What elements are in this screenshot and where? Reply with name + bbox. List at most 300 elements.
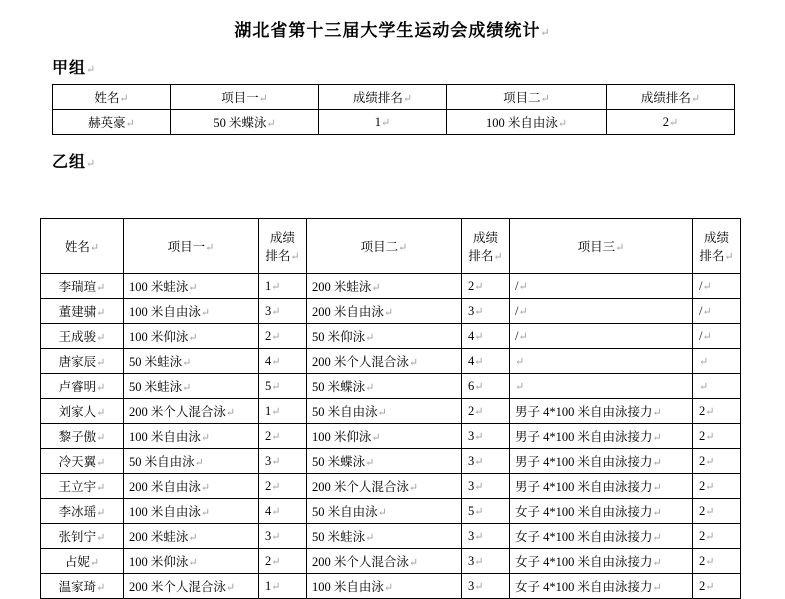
cell-event-1 xyxy=(124,424,259,449)
cell-text: 成绩排名 xyxy=(640,91,691,105)
paragraph-mark-icon: ↵ xyxy=(518,305,528,318)
paragraph-mark-icon: ↵ xyxy=(377,507,387,519)
cell-event-2 xyxy=(307,499,462,524)
cell-rank-3 xyxy=(693,449,741,474)
table-row xyxy=(41,299,741,324)
cell-text: 3 xyxy=(468,528,475,543)
cell-event-2 xyxy=(307,324,462,349)
cell-text: / xyxy=(515,303,519,318)
cell-rank-1 xyxy=(259,374,307,399)
cell-event-1 xyxy=(124,324,259,349)
cell-text: 50 米蛙泳 xyxy=(129,355,183,369)
paragraph-mark-icon: ↵ xyxy=(408,357,419,369)
cell-rank-2 xyxy=(462,399,510,424)
paragraph-mark-icon: ↵ xyxy=(271,430,281,443)
cell-rank-1 xyxy=(259,349,307,374)
column-header-name xyxy=(41,219,124,274)
cell-event-3 xyxy=(510,474,693,499)
column-header-name xyxy=(53,85,171,110)
cell-text: 4 xyxy=(468,328,475,343)
paragraph-mark-icon: ↵ xyxy=(474,580,484,593)
cell-text: 项目二 xyxy=(503,91,541,105)
cell-text: 3 xyxy=(265,453,272,468)
paragraph-mark-icon: ↵ xyxy=(557,118,568,130)
cell-name xyxy=(41,399,124,424)
paragraph-mark-icon: ↵ xyxy=(225,407,236,419)
cell-text: 2 xyxy=(699,403,706,418)
page-title-text: 湖北省第十三届大学生运动会成绩统计 xyxy=(234,21,541,40)
cell-text: / xyxy=(515,278,519,293)
cell-event-3 xyxy=(510,349,693,374)
cell-text: 100 米自由泳 xyxy=(485,116,558,130)
cell-text: 3 xyxy=(468,553,475,568)
cell-rank-3 xyxy=(693,374,741,399)
cell-rank-2 xyxy=(462,524,510,549)
paragraph-mark-icon: ↵ xyxy=(705,405,715,418)
cell-name xyxy=(41,299,124,324)
cell-event-1 xyxy=(124,449,259,474)
cell-text: 李瑞瑄 xyxy=(58,280,97,294)
cell-event-2 xyxy=(307,374,462,399)
cell-text: 3 xyxy=(468,303,475,318)
paragraph-mark-icon: ↵ xyxy=(474,380,484,393)
paragraph-mark-icon: ↵ xyxy=(266,118,276,130)
cell-text: 温家琦 xyxy=(58,580,97,594)
paragraph-mark-icon: ↵ xyxy=(474,505,484,518)
cell-text: 200 米蛙泳 xyxy=(129,530,189,544)
paragraph-mark-icon: ↵ xyxy=(194,457,204,469)
paragraph-mark-icon: ↵ xyxy=(474,430,484,443)
paragraph-mark-icon: ↵ xyxy=(96,332,106,344)
cell-event-2 xyxy=(307,399,462,424)
paragraph-mark-icon: ↵ xyxy=(271,455,281,468)
cell-rank-3 xyxy=(693,349,741,374)
cell-text: 4 xyxy=(468,353,475,368)
cell-text: 3 xyxy=(468,453,475,468)
section-label-group-a xyxy=(52,55,785,78)
column-header-event-2 xyxy=(447,85,607,110)
cell-text: 50 米蝶泳 xyxy=(312,380,366,394)
cell-rank-1 xyxy=(259,499,307,524)
cell-text: 女子 4*100 米自由泳接力 xyxy=(515,505,653,519)
cell-text: 50 米仰泳 xyxy=(312,330,366,344)
cell-text: 100 米仰泳 xyxy=(129,330,189,344)
cell-event-2 xyxy=(307,349,462,374)
cell-event-2 xyxy=(307,424,462,449)
paragraph-mark-icon: ↵ xyxy=(225,582,236,594)
cell-rank-1 xyxy=(259,399,307,424)
cell-event-2 xyxy=(447,110,607,135)
paragraph-mark-icon: ↵ xyxy=(365,457,375,469)
paragraph-mark-icon: ↵ xyxy=(182,357,192,369)
table-row xyxy=(41,499,741,524)
paragraph-mark-icon: ↵ xyxy=(96,307,106,319)
paragraph-mark-icon: ↵ xyxy=(188,282,198,294)
paragraph-mark-icon: ↵ xyxy=(96,357,106,369)
cell-text: 2 xyxy=(699,503,706,518)
cell-text: 200 米蛙泳 xyxy=(312,280,372,294)
column-header-rank-2 xyxy=(462,219,510,274)
cell-text: 1 xyxy=(265,578,272,593)
cell-text: 200 米个人混合泳 xyxy=(312,555,409,569)
cell-rank-2 xyxy=(462,424,510,449)
cell-name xyxy=(41,499,124,524)
cell-event-1 xyxy=(124,499,259,524)
paragraph-mark-icon: ↵ xyxy=(119,93,129,105)
cell-text: 王成骏 xyxy=(58,330,97,344)
cell-text: 100 米自由泳 xyxy=(312,580,384,594)
cell-text: 张钊宁 xyxy=(58,530,97,544)
cell-name xyxy=(41,474,124,499)
cell-text: 1 xyxy=(374,114,382,129)
paragraph-mark-icon: ↵ xyxy=(724,251,734,263)
cell-event-2 xyxy=(307,274,462,299)
paragraph-mark-icon: ↵ xyxy=(474,355,484,368)
cell-event-1 xyxy=(124,274,259,299)
cell-event-3 xyxy=(510,424,693,449)
paragraph-mark-icon: ↵ xyxy=(615,242,625,254)
cell-rank-2 xyxy=(462,449,510,474)
paragraph-mark-icon: ↵ xyxy=(705,480,715,493)
paragraph-mark-icon: ↵ xyxy=(652,457,662,469)
cell-event-2 xyxy=(307,299,462,324)
cell-text: 4 xyxy=(265,503,272,518)
cell-text: 100 米仰泳 xyxy=(312,430,372,444)
paragraph-mark-icon: ↵ xyxy=(271,530,281,543)
cell-event-1 xyxy=(124,399,259,424)
paragraph-mark-icon: ↵ xyxy=(515,380,525,393)
cell-rank-1 xyxy=(259,324,307,349)
cell-rank-2 xyxy=(462,374,510,399)
section-label-group-b xyxy=(52,149,785,172)
paragraph-mark-icon: ↵ xyxy=(365,532,375,544)
cell-rank-1 xyxy=(319,110,447,135)
cell-name xyxy=(41,549,124,574)
cell-text: / xyxy=(699,303,703,318)
cell-text: / xyxy=(699,278,703,293)
paragraph-mark-icon: ↵ xyxy=(690,93,701,105)
cell-rank-3 xyxy=(693,574,741,599)
paragraph-mark-icon: ↵ xyxy=(205,242,215,254)
column-header-rank-2 xyxy=(607,85,735,110)
cell-text: 2 xyxy=(265,553,272,568)
paragraph-mark-icon: ↵ xyxy=(493,251,503,263)
cell-text: 成绩排名 xyxy=(265,231,295,263)
cell-text: 200 米自由泳 xyxy=(129,480,201,494)
cell-name xyxy=(41,274,124,299)
paragraph-mark-icon: ↵ xyxy=(540,93,550,105)
paragraph-mark-icon: ↵ xyxy=(188,332,198,344)
cell-text: 冷天翼 xyxy=(58,455,97,469)
group-b-table xyxy=(40,218,741,599)
paragraph-mark-icon: ↵ xyxy=(702,330,712,343)
cell-rank-1 xyxy=(259,574,307,599)
cell-text: 50 米蛙泳 xyxy=(312,530,366,544)
cell-text: 6 xyxy=(468,378,475,393)
group-a-table xyxy=(52,84,735,135)
paragraph-mark-icon: ↵ xyxy=(381,116,391,129)
cell-event-3 xyxy=(510,374,693,399)
paragraph-mark-icon: ↵ xyxy=(200,432,211,444)
cell-event-3 xyxy=(510,274,693,299)
cell-text: / xyxy=(699,328,703,343)
cell-rank-2 xyxy=(462,474,510,499)
paragraph-mark-icon: ↵ xyxy=(515,355,525,368)
paragraph-mark-icon: ↵ xyxy=(705,505,715,518)
paragraph-mark-icon: ↵ xyxy=(705,555,715,568)
cell-text: 女子 4*100 米自由泳接力 xyxy=(515,580,653,594)
cell-rank-3 xyxy=(693,274,741,299)
table-row xyxy=(41,449,741,474)
cell-rank-1 xyxy=(259,449,307,474)
cell-text: 赫英豪 xyxy=(88,116,126,130)
paragraph-mark-icon: ↵ xyxy=(518,280,528,293)
paragraph-mark-icon: ↵ xyxy=(258,93,268,105)
paragraph-mark-icon: ↵ xyxy=(408,482,419,494)
cell-name xyxy=(41,324,124,349)
cell-event-1 xyxy=(124,574,259,599)
cell-text: 1 xyxy=(265,403,272,418)
section-label-group-a-text: 甲组 xyxy=(52,60,87,77)
paragraph-mark-icon: ↵ xyxy=(474,305,484,318)
column-header-rank-3 xyxy=(693,219,741,274)
cell-text: 姓名 xyxy=(64,240,90,254)
paragraph-mark-icon: ↵ xyxy=(474,530,484,543)
paragraph-mark-icon: ↵ xyxy=(652,482,662,494)
cell-text: 2 xyxy=(699,578,706,593)
cell-text: 200 米个人混合泳 xyxy=(129,580,226,594)
cell-event-1 xyxy=(124,374,259,399)
paragraph-mark-icon: ↵ xyxy=(200,482,211,494)
paragraph-mark-icon: ↵ xyxy=(96,482,106,494)
cell-event-3 xyxy=(510,299,693,324)
cell-rank-2 xyxy=(462,299,510,324)
cell-text: 5 xyxy=(265,378,272,393)
cell-rank-3 xyxy=(693,299,741,324)
cell-text: 男子 4*100 米自由泳接力 xyxy=(515,480,653,494)
paragraph-mark-icon: ↵ xyxy=(271,280,281,293)
cell-event-3 xyxy=(510,574,693,599)
cell-text: 王立宇 xyxy=(58,480,97,494)
cell-text: 200 米自由泳 xyxy=(312,305,384,319)
paragraph-mark-icon: ↵ xyxy=(86,158,97,170)
paragraph-mark-icon: ↵ xyxy=(89,242,100,254)
paragraph-mark-icon: ↵ xyxy=(271,330,281,343)
cell-rank-1 xyxy=(259,524,307,549)
paragraph-mark-icon: ↵ xyxy=(96,457,106,469)
cell-text: 刘家人 xyxy=(58,405,97,419)
paragraph-mark-icon: ↵ xyxy=(474,555,484,568)
paragraph-mark-icon: ↵ xyxy=(702,305,712,318)
cell-rank-2 xyxy=(462,574,510,599)
paragraph-mark-icon: ↵ xyxy=(96,282,106,294)
paragraph-mark-icon: ↵ xyxy=(200,307,211,319)
cell-event-1 xyxy=(124,349,259,374)
table-row xyxy=(41,474,741,499)
cell-text: 成绩排名 xyxy=(699,231,729,263)
paragraph-mark-icon: ↵ xyxy=(271,505,281,518)
paragraph-mark-icon: ↵ xyxy=(699,355,709,368)
paragraph-mark-icon: ↵ xyxy=(200,507,211,519)
cell-event-3 xyxy=(510,549,693,574)
cell-text: 50 米自由泳 xyxy=(312,505,378,519)
cell-rank-1 xyxy=(259,299,307,324)
paragraph-mark-icon: ↵ xyxy=(702,280,712,293)
paragraph-mark-icon: ↵ xyxy=(474,455,484,468)
cell-name xyxy=(41,449,124,474)
cell-text: 2 xyxy=(265,478,272,493)
paragraph-mark-icon: ↵ xyxy=(96,532,106,544)
cell-name xyxy=(41,424,124,449)
paragraph-mark-icon: ↵ xyxy=(271,405,281,418)
column-header-event-2 xyxy=(307,219,462,274)
cell-text: 200 米个人混合泳 xyxy=(312,480,409,494)
paragraph-mark-icon: ↵ xyxy=(383,582,394,594)
cell-text: 黎子傲 xyxy=(58,430,97,444)
cell-name xyxy=(41,349,124,374)
column-header-rank-1 xyxy=(259,219,307,274)
paragraph-mark-icon: ↵ xyxy=(365,382,375,394)
cell-rank-3 xyxy=(693,524,741,549)
cell-text: 4 xyxy=(265,353,272,368)
cell-event-3 xyxy=(510,399,693,424)
paragraph-mark-icon: ↵ xyxy=(383,307,394,319)
paragraph-mark-icon: ↵ xyxy=(408,557,419,569)
paragraph-mark-icon: ↵ xyxy=(652,507,662,519)
cell-text: 2 xyxy=(699,478,706,493)
cell-text: 100 米自由泳 xyxy=(129,305,201,319)
cell-text: 男子 4*100 米自由泳接力 xyxy=(515,455,653,469)
cell-text: 女子 4*100 米自由泳接力 xyxy=(515,530,653,544)
cell-rank-2 xyxy=(462,349,510,374)
paragraph-mark-icon: ↵ xyxy=(705,430,715,443)
paragraph-mark-icon: ↵ xyxy=(474,405,484,418)
paragraph-mark-icon: ↵ xyxy=(96,432,106,444)
paragraph-mark-icon: ↵ xyxy=(652,432,662,444)
column-header-event-1 xyxy=(171,85,319,110)
cell-event-1 xyxy=(124,549,259,574)
paragraph-mark-icon: ↵ xyxy=(398,242,408,254)
cell-rank-1 xyxy=(259,424,307,449)
cell-name xyxy=(41,574,124,599)
paragraph-mark-icon: ↵ xyxy=(290,251,300,263)
cell-event-2 xyxy=(307,449,462,474)
document-page xyxy=(0,10,785,594)
cell-event-3 xyxy=(510,324,693,349)
cell-text: 50 米蝶泳 xyxy=(213,116,267,130)
paragraph-mark-icon: ↵ xyxy=(271,305,281,318)
cell-event-1 xyxy=(171,110,319,135)
cell-event-3 xyxy=(510,524,693,549)
cell-text: 3 xyxy=(265,303,272,318)
paragraph-mark-icon: ↵ xyxy=(365,332,375,344)
cell-rank-1 xyxy=(259,474,307,499)
column-header-event-1 xyxy=(124,219,259,274)
cell-text: 50 米自由泳 xyxy=(312,405,378,419)
cell-text: 3 xyxy=(468,428,475,443)
cell-text: 100 米自由泳 xyxy=(129,505,201,519)
cell-name xyxy=(53,110,171,135)
cell-text: 2 xyxy=(662,114,670,129)
table-row xyxy=(41,349,741,374)
cell-text: 占妮 xyxy=(64,555,90,569)
cell-text: 2 xyxy=(699,428,706,443)
paragraph-mark-icon: ↵ xyxy=(96,582,106,594)
paragraph-mark-icon: ↵ xyxy=(182,382,192,394)
cell-text: 姓名 xyxy=(94,91,120,105)
cell-rank-3 xyxy=(693,474,741,499)
cell-text: 2 xyxy=(265,428,272,443)
cell-text: 成绩排名 xyxy=(468,231,498,263)
paragraph-mark-icon: ↵ xyxy=(377,407,387,419)
paragraph-mark-icon: ↵ xyxy=(188,532,198,544)
table-row-header xyxy=(53,85,735,110)
table-row xyxy=(41,549,741,574)
cell-text: 100 米自由泳 xyxy=(129,430,201,444)
table-row xyxy=(53,110,735,135)
cell-text: 100 米仰泳 xyxy=(129,555,189,569)
cell-rank-2 xyxy=(462,549,510,574)
paragraph-mark-icon: ↵ xyxy=(705,455,715,468)
paragraph-mark-icon: ↵ xyxy=(652,532,662,544)
paragraph-mark-icon: ↵ xyxy=(402,93,413,105)
cell-event-2 xyxy=(307,474,462,499)
paragraph-mark-icon: ↵ xyxy=(371,282,381,294)
paragraph-mark-icon: ↵ xyxy=(271,355,281,368)
paragraph-mark-icon: ↵ xyxy=(705,580,715,593)
paragraph-mark-icon: ↵ xyxy=(96,507,106,519)
paragraph-mark-icon: ↵ xyxy=(652,407,662,419)
paragraph-mark-icon: ↵ xyxy=(188,557,198,569)
cell-event-2 xyxy=(307,574,462,599)
cell-text: 50 米蝶泳 xyxy=(312,455,366,469)
cell-text: 2 xyxy=(468,278,475,293)
cell-text: 3 xyxy=(265,528,272,543)
cell-rank-2 xyxy=(607,110,735,135)
cell-text: 5 xyxy=(468,503,475,518)
cell-text: 2 xyxy=(265,328,272,343)
paragraph-mark-icon: ↵ xyxy=(705,530,715,543)
paragraph-mark-icon: ↵ xyxy=(86,64,97,76)
paragraph-mark-icon: ↵ xyxy=(652,582,662,594)
paragraph-mark-icon: ↵ xyxy=(271,480,281,493)
paragraph-mark-icon: ↵ xyxy=(125,118,135,130)
paragraph-mark-icon: ↵ xyxy=(699,380,709,393)
cell-text: 100 米蛙泳 xyxy=(129,280,189,294)
cell-rank-3 xyxy=(693,324,741,349)
cell-name xyxy=(41,524,124,549)
paragraph-mark-icon: ↵ xyxy=(371,432,381,444)
cell-text: 3 xyxy=(468,578,475,593)
cell-text: 成绩排名 xyxy=(352,91,403,105)
cell-rank-3 xyxy=(693,424,741,449)
paragraph-mark-icon: ↵ xyxy=(669,116,679,129)
cell-text: 2 xyxy=(699,528,706,543)
paragraph-mark-icon: ↵ xyxy=(652,557,662,569)
cell-rank-3 xyxy=(693,549,741,574)
column-header-rank-1 xyxy=(319,85,447,110)
cell-text: 2 xyxy=(699,453,706,468)
cell-text: 2 xyxy=(699,553,706,568)
paragraph-mark-icon: ↵ xyxy=(474,480,484,493)
table-row xyxy=(41,574,741,599)
cell-event-3 xyxy=(510,449,693,474)
paragraph-mark-icon: ↵ xyxy=(271,555,281,568)
cell-text: 1 xyxy=(265,278,272,293)
cell-text: 女子 4*100 米自由泳接力 xyxy=(515,555,653,569)
cell-event-1 xyxy=(124,299,259,324)
table-row-header xyxy=(41,219,741,274)
